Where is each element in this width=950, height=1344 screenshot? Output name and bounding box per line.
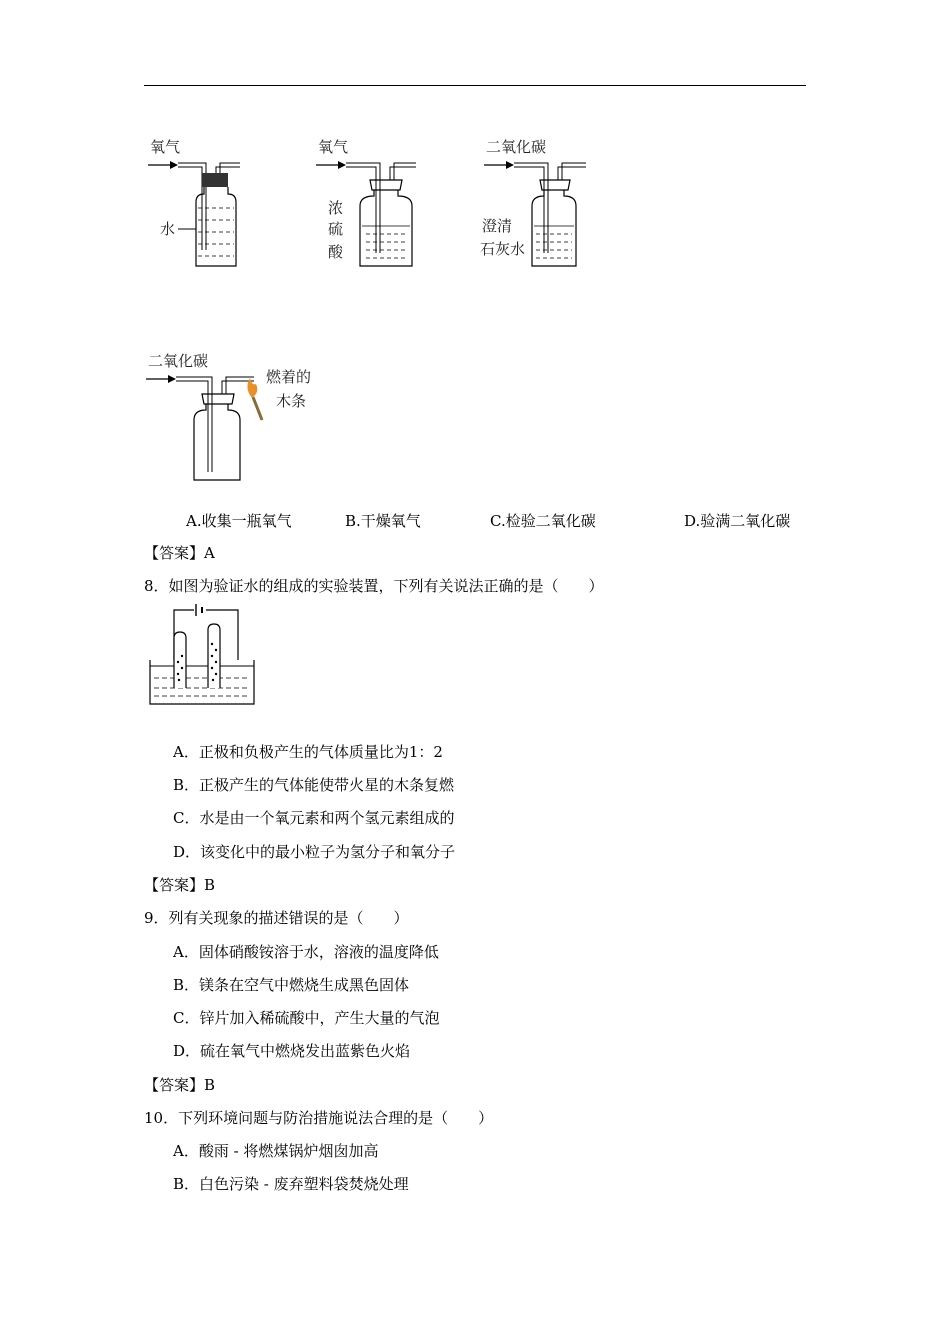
q9-option-d: D．硫在氧气中燃烧发出蓝紫色火焰 xyxy=(173,1042,411,1060)
liquid-label: 水 xyxy=(160,220,176,238)
q9-option-c: C．锌片加入稀硫酸中，产生大量的气泡 xyxy=(173,1009,440,1027)
q9-stem: 9．列有关现象的描述错误的是（ ） xyxy=(144,909,409,927)
diagram-dry-oxygen xyxy=(310,128,430,273)
gas-label: 二氧化碳 xyxy=(148,352,209,370)
q7-option-b: B.干燥氧气 xyxy=(345,512,421,530)
note-label-2: 木条 xyxy=(276,392,307,410)
q7-option-c: C.检验二氧化碳 xyxy=(490,512,596,530)
liquid-label-2: 石灰水 xyxy=(480,240,526,258)
diagram-collect-oxygen xyxy=(140,128,260,273)
q10-option-b: B．白色污染 - 废弃塑料袋焚烧处理 xyxy=(173,1175,409,1193)
header-rule xyxy=(144,85,806,86)
note-label-1: 燃着的 xyxy=(266,368,312,386)
liquid-label-1: 澄清 xyxy=(482,217,513,235)
q7-option-a: A.收集一瓶氧气 xyxy=(186,512,292,530)
q8-answer: 【答案】B xyxy=(144,876,216,894)
gas-label: 二氧化碳 xyxy=(486,138,547,156)
gas-label: 氧气 xyxy=(150,138,181,156)
q9-option-b: B．镁条在空气中燃烧生成黑色固体 xyxy=(173,976,410,994)
q8-option-c: C．水是由一个氧元素和两个氢元素组成的 xyxy=(173,809,455,827)
diagram-verify-co2 xyxy=(140,342,340,487)
liquid-label-2: 硫 xyxy=(328,220,344,238)
q8-stem: 8．如图为验证水的组成的实验装置，下列有关说法正确的是（ ） xyxy=(144,577,604,595)
q10-stem: 10．下列环境问题与防治措施说法合理的是（ ） xyxy=(144,1109,494,1127)
q10-option-a: A．酸雨 - 将燃煤锅炉烟囱加高 xyxy=(173,1142,379,1160)
liquid-label-1: 浓 xyxy=(328,199,344,217)
diagram-test-co2 xyxy=(478,128,598,273)
q9-answer: 【答案】B xyxy=(144,1076,216,1094)
gas-label: 氧气 xyxy=(318,138,349,156)
liquid-label-3: 酸 xyxy=(328,243,344,261)
q9-option-a: A．固体硝酸铵溶于水，溶液的温度降低 xyxy=(173,943,439,961)
q8-option-b: B．正极产生的气体能使带火星的木条复燃 xyxy=(173,776,455,794)
q7-option-d: D.验满二氧化碳 xyxy=(684,512,791,530)
q8-option-a: A．正极和负极产生的气体质量比为1：2 xyxy=(173,743,443,761)
diagram-electrolysis xyxy=(148,608,258,708)
q8-option-d: D．该变化中的最小粒子为氢分子和氧分子 xyxy=(173,843,456,861)
q7-answer: 【答案】A xyxy=(144,544,215,562)
